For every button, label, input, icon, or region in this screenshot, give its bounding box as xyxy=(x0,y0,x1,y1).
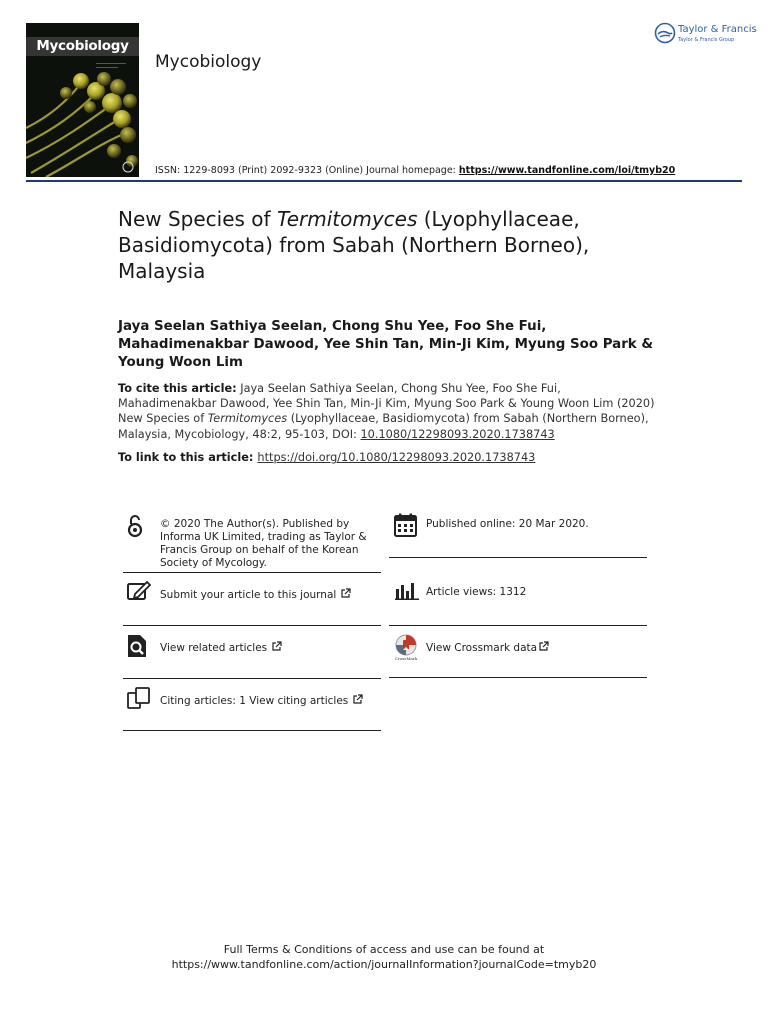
article-title xyxy=(118,206,678,284)
article-authors: Jaya Seelan Sathiya Seelan, Chong Shu Yee, Foo She Fui, Mahadimenakbar Dawood, Yee Shin Tan, Min-Ji Kim, Myung Soo Park & Young Woon Lim xyxy=(118,319,654,370)
edit-icon xyxy=(127,581,151,601)
submit-article-label: Submit your article to this journal xyxy=(160,589,337,601)
calendar-icon xyxy=(394,513,417,537)
article-link-line xyxy=(118,451,535,464)
citation-text-post: (Lyophyllaceae, Basidiomycota) from Sabah (Northern Borneo), Malaysia, Mycobiology, 48:2, 95-103, DOI: xyxy=(118,412,649,441)
citing-articles-label: Citing articles: 1 View citing articles xyxy=(160,695,349,707)
cover-title: Mycobiology xyxy=(26,37,139,56)
external-link-icon xyxy=(352,694,363,709)
header-divider xyxy=(26,180,742,182)
info-divider xyxy=(389,557,647,558)
publisher-logo[interactable] xyxy=(654,22,757,48)
info-divider xyxy=(123,572,381,573)
issn-line xyxy=(155,165,675,176)
crossmark-badge-label: CrossMark xyxy=(394,656,418,661)
article-views-icon xyxy=(395,582,419,600)
open-access-statement: © 2020 The Author(s). Published by Informa UK Limited, trading as Taylor & Francis Group on behalf of the Korean Society of Mycology. xyxy=(160,518,367,569)
external-link-icon xyxy=(271,641,282,656)
external-link-icon xyxy=(340,588,351,603)
footer-terms-url[interactable]: https://www.tandfonline.com/action/journalInformation?journalCode=tmyb20 xyxy=(171,958,597,971)
journal-homepage-link[interactable]: https://www.tandfonline.com/loi/tmyb20 xyxy=(458,165,676,176)
external-link-icon xyxy=(538,641,549,656)
article-title-italic: Termitomyces xyxy=(276,207,418,231)
article-title-post: (Lyophyllaceae, Basidiomycota) from Sabah (Northern Borneo), Malaysia xyxy=(118,207,590,283)
journal-cover-image xyxy=(26,23,139,177)
publisher-subname: Taylor & Francis Group xyxy=(678,37,735,43)
crossmark-icon xyxy=(394,634,418,662)
publisher-logo-icon xyxy=(654,22,676,44)
open-access-icon xyxy=(127,514,143,538)
citing-articles-icon xyxy=(127,687,151,709)
article-link-label: To link to this article: xyxy=(118,451,254,464)
issn-text: ISSN: 1229-8093 (Print) 2092-9323 (Online) Journal homepage: xyxy=(155,165,459,176)
info-divider xyxy=(123,730,381,731)
footer-terms-line: Full Terms & Conditions of access and use can be found at xyxy=(223,943,545,956)
crossmark-label: View Crossmark data xyxy=(426,642,538,654)
citing-articles-link[interactable] xyxy=(160,694,363,709)
related-articles-icon xyxy=(127,634,147,658)
citation-block xyxy=(118,381,658,442)
article-doi-url-link[interactable]: https://doi.org/10.1080/12298093.2020.1738743 xyxy=(257,451,536,464)
citation-text-pre: Jaya Seelan Sathiya Seelan, Chong Shu Yee, Foo She Fui, Mahadimenakbar Dawood, Yee Shin Tan, Min-Ji Kim, Myung Soo Park & Young Woon Lim (2020) New Species of xyxy=(118,382,655,426)
crossmark-link[interactable] xyxy=(426,641,549,656)
related-articles-link[interactable] xyxy=(160,641,282,656)
citation-doi-link[interactable]: 10.1080/12298093.2020.1738743 xyxy=(360,427,555,441)
submit-article-link[interactable] xyxy=(160,588,351,603)
published-online-date: Published online: 20 Mar 2020. xyxy=(426,518,589,530)
citation-label: To cite this article: xyxy=(118,382,237,395)
publisher-name: Taylor & Francis xyxy=(678,24,757,35)
terms-footer xyxy=(0,942,768,972)
citation-text-italic: Termitomyces xyxy=(207,412,288,426)
article-title-pre: New Species of xyxy=(118,207,277,231)
info-divider xyxy=(123,678,381,679)
info-divider xyxy=(389,625,647,626)
article-views-count: Article views: 1312 xyxy=(426,586,527,598)
info-divider xyxy=(389,677,647,678)
journal-name: Mycobiology xyxy=(155,52,262,72)
related-articles-label: View related articles xyxy=(160,642,268,654)
info-divider xyxy=(123,625,381,626)
